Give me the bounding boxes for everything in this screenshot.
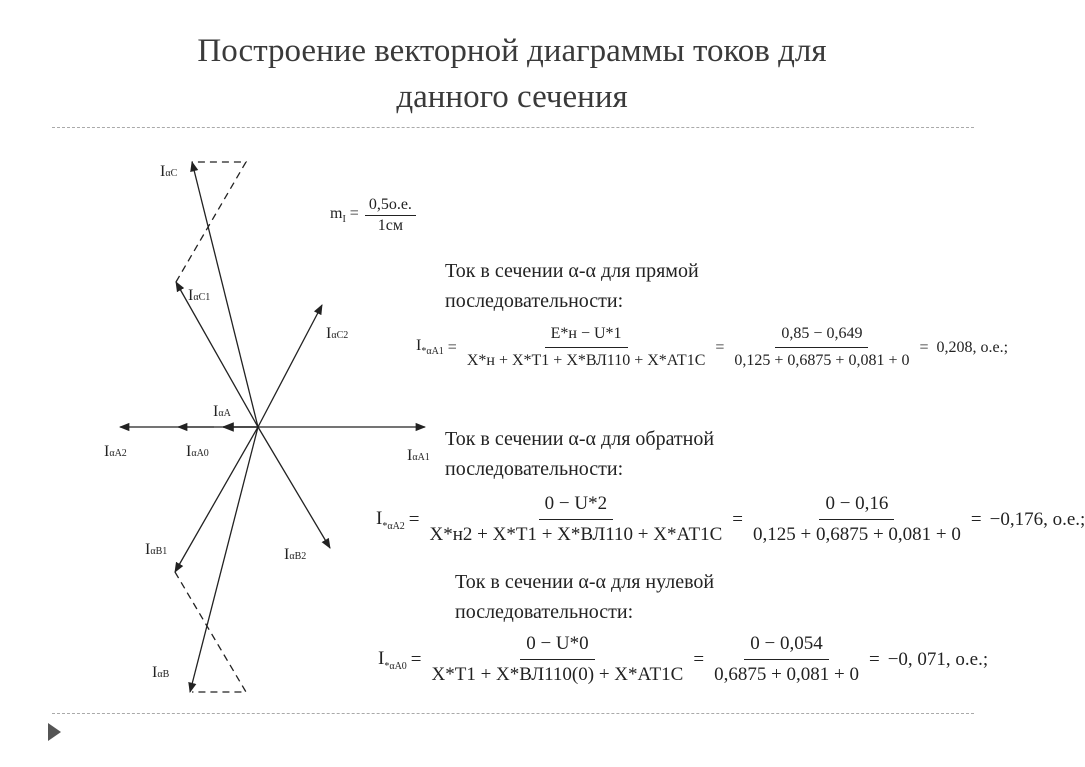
label-i-alpha-a: IαA: [213, 403, 231, 420]
construction-b: [175, 572, 246, 692]
inverse-sequence-formula: $I_{*\alpha A2}$ = $\frac{0 - U*2}{X*н2 + X*Т1 + X*ВЛ110 + X*АТ1С}$ = $\frac{0 - 0,16}{0,125 + 0,6875 + 0,081 + 0}$ = −0,176, о.е.;: [376, 493, 1085, 545]
label-i-alpha-a0: IαA0: [186, 443, 209, 460]
vector-i-alpha-b: [190, 427, 258, 692]
direct-sequence-text: Ток в сечении α-α для прямой последовательности:: [445, 260, 699, 312]
label-i-alpha-b2: IαB2: [284, 546, 307, 563]
next-slide-arrow-icon[interactable]: [48, 723, 61, 741]
label-i-alpha-c1: IαC1: [188, 287, 211, 304]
direct-sequence-formula: $I_{*\alpha A1}$ = $\frac{E*н - U*1}{X*н + X*Т1 + X*ВЛ110 + X*АТ1С}$ = $\frac{0,85 - 0,649}{0,125 + 0,6875 + 0,081 + 0}$ = 0,208, о.е.;: [416, 325, 1009, 369]
slide-title-line1: Построение векторной диаграммы токов для: [197, 33, 827, 69]
zero-sequence-text: Ток в сечении α-α для нулевой последовательности:: [455, 571, 715, 623]
footer-divider: [52, 713, 974, 714]
vector-i-alpha-b2: [258, 427, 330, 548]
label-i-alpha-b: IαB: [152, 664, 170, 681]
construction-c: [176, 162, 246, 282]
zero-sequence-formula: $I_{*\alpha A0}$ = $\frac{0 - U*0}{X*Т1 + X*ВЛ110(0) + X*АТ1С}$ = $\frac{0 - 0,054}{0,6875 + 0,081 + 0}$ = −0, 071, о.е.;: [378, 633, 989, 685]
label-i-alpha-a1: IαA1: [407, 447, 430, 464]
label-i-alpha-a2: IαA2: [104, 443, 127, 460]
slide-title-line2: данного сечения: [396, 79, 628, 115]
vector-i-alpha-c2: [258, 305, 322, 427]
label-i-alpha-b1: IαB1: [145, 541, 168, 558]
label-i-alpha-c: IαC: [160, 163, 178, 180]
label-i-alpha-c2: IαC2: [326, 325, 349, 342]
inverse-sequence-text: Ток в сечении α-α для обратной последовательности:: [445, 428, 715, 480]
scale-factor: $m_I$ = $\frac{0,5о.е.}{1см}$: [330, 196, 416, 235]
